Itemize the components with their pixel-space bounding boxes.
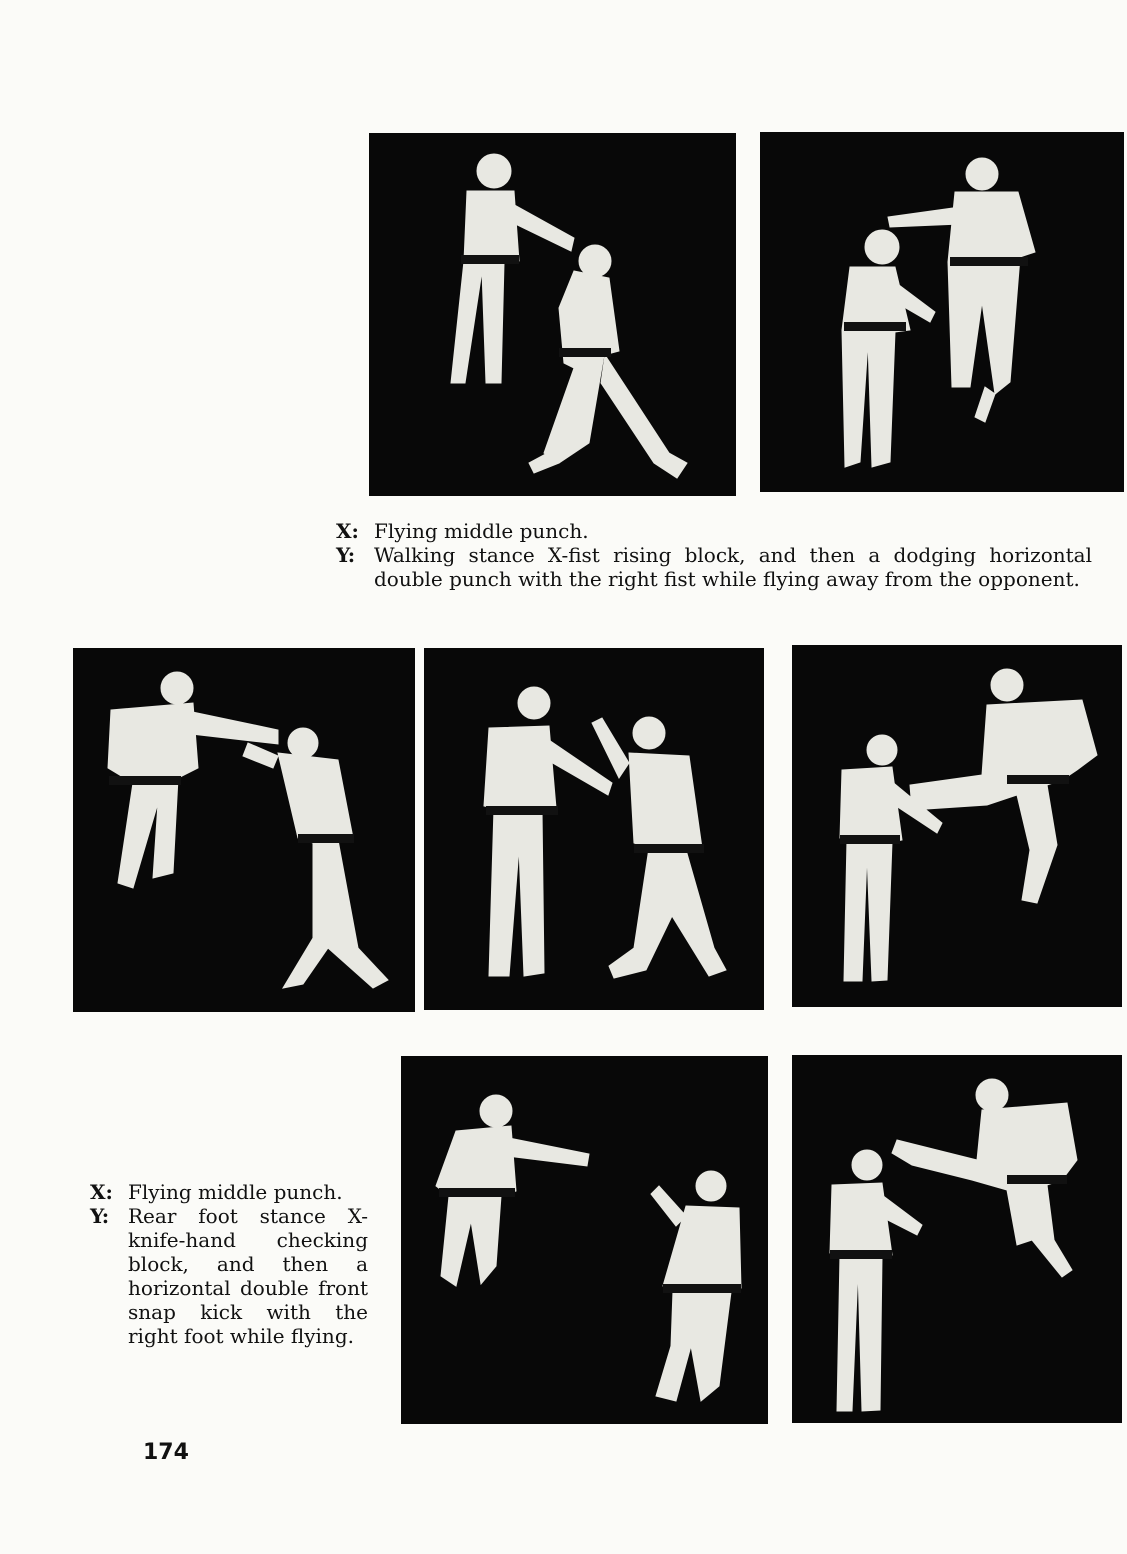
caption-text-y: Walking stance X-fist rising block, and then a dodging horizontal double punch with the right fist while flying away from the opponent.: [374, 543, 1092, 591]
caption-key-x: X:: [90, 1180, 113, 1204]
bottom-caption: [90, 1180, 368, 1348]
caption-line-x: [336, 519, 1092, 543]
caption-key-y: Y:: [336, 543, 356, 567]
photo-bottom-right: [792, 1055, 1122, 1423]
caption-line-y: [90, 1204, 368, 1348]
caption-text-x: Flying middle punch.: [128, 1180, 343, 1204]
photo-middle-center: [424, 648, 764, 1010]
figure-illustration: [369, 133, 736, 496]
caption-key-x: X:: [336, 519, 359, 543]
caption-line-x: [90, 1180, 368, 1204]
caption-key-y: Y:: [90, 1204, 110, 1228]
figure-illustration: [760, 132, 1124, 492]
photo-top-left: [369, 133, 736, 496]
figure-illustration: [73, 648, 415, 1012]
caption-line-y: [336, 543, 1092, 591]
figure-illustration: [792, 645, 1122, 1007]
photo-top-right: [760, 132, 1124, 492]
photo-middle-left: [73, 648, 415, 1012]
caption-text-x: Flying middle punch.: [374, 519, 589, 543]
photo-bottom-left: [401, 1056, 768, 1424]
figure-illustration: [401, 1056, 768, 1424]
page-number: 174: [143, 1440, 189, 1465]
top-caption: [336, 519, 1092, 591]
figure-illustration: [424, 648, 764, 1010]
figure-illustration: [792, 1055, 1122, 1423]
caption-text-y: Rear foot stance X-knife-hand checking block, and then a horizontal double front snap kick with the right foot while flying.: [128, 1204, 368, 1348]
photo-middle-right: [792, 645, 1122, 1007]
